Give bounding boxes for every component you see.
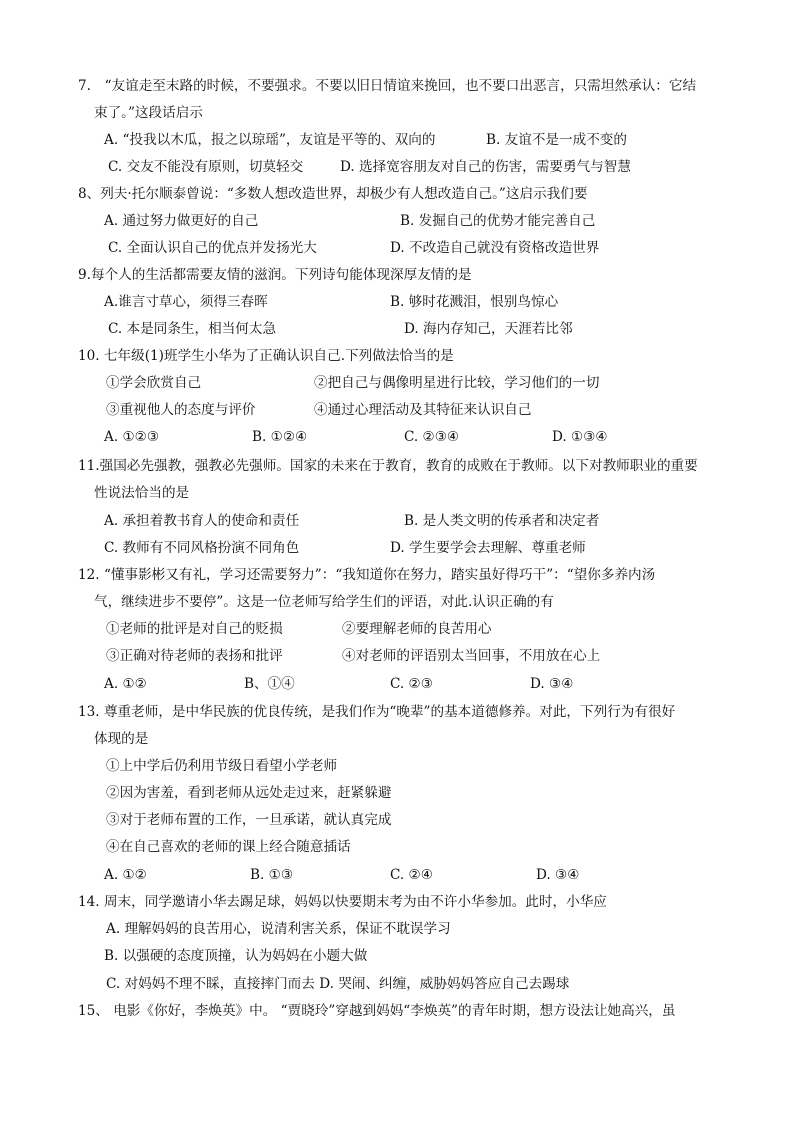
question-11-option-c: C. 教师有不同风格扮演不同角色 bbox=[104, 540, 300, 556]
question-10-item-1: ①学会欣赏自己 bbox=[106, 375, 202, 391]
question-12-item-4: ④对老师的评语别太当回事，不用放在心上 bbox=[342, 648, 601, 664]
question-7-line-2: 束了。”这段话启示 bbox=[94, 105, 203, 121]
question-7-option-d: D. 选择宽容朋友对自己的伤害，需要勇气与智慧 bbox=[340, 159, 631, 175]
question-12-choice-d: D. ③④ bbox=[530, 676, 574, 692]
question-14-stem: 14. 周末，同学邀请小华去踢足球，妈妈以快要期末考为由不许小华参加。此时，小华应 bbox=[78, 894, 607, 910]
question-10-choice-a: A. ①②③ bbox=[104, 429, 160, 445]
question-9-option-d: D. 海内存知己，天涯若比邻 bbox=[404, 321, 573, 337]
question-13-choice-c: C. ②④ bbox=[390, 867, 433, 883]
question-10-item-3: ③重视他人的态度与评价 bbox=[106, 402, 256, 418]
question-8-option-b: B. 发掘自己的优势才能完善自己 bbox=[400, 213, 596, 229]
question-13-line-2: 体现的是 bbox=[94, 731, 149, 747]
question-10-choice-c: C. ②③④ bbox=[404, 429, 460, 445]
question-10-choice-b: B. ①②④ bbox=[252, 429, 308, 445]
question-14-option-b: B. 以强硬的态度顶撞，认为妈妈在小题大做 bbox=[104, 948, 368, 964]
question-9-option-b: B. 够时花溅泪，恨别鸟惊心 bbox=[390, 294, 559, 310]
question-15-stem: 15、 电影《你好，李焕英》中。 “贾晓玲”穿越到妈妈“李焕英”的青年时期，想方设法让她高兴，虽 bbox=[78, 1003, 676, 1019]
question-7-option-c: C. 交友不能没有原则，切莫轻交 bbox=[108, 159, 304, 175]
question-10-choice-d: D. ①③④ bbox=[552, 429, 608, 445]
question-13-choice-b: B. ①③ bbox=[250, 867, 294, 883]
question-12-line-1: 12. “懂事影彬又有礼，学习还需要努力”：“我知道你在努力，踏实虽好得巧干”：“望你多养内汤 bbox=[78, 567, 656, 583]
question-13-item-2: ②因为害羞，看到老师从远处走过来，赶紧躲避 bbox=[106, 785, 392, 801]
question-11-option-b: B. 是人类文明的传承者和决定者 bbox=[404, 513, 600, 529]
question-11-option-a: A. 承担着教书育人的使命和责任 bbox=[104, 513, 300, 529]
question-9-stem: 9.每个人的生活都需要友情的滋润。下列诗句能体现深厚友情的是 bbox=[78, 267, 472, 283]
question-8-option-d: D. 不改造自己就没有资格改造世界 bbox=[390, 240, 600, 256]
question-8-stem: 8、列夫·托尔顺泰曾说：“多数人想改造世界，却极少有人想改造自己。”这启示我们要 bbox=[78, 186, 588, 202]
question-12-choice-a: A. ①② bbox=[104, 676, 147, 692]
question-12-item-2: ②要理解老师的良苦用心 bbox=[342, 621, 492, 637]
question-9-option-a: A.谁言寸草心，须得三春晖 bbox=[104, 294, 268, 310]
question-12-item-1: ①老师的批评是对自己的贬损 bbox=[106, 621, 283, 637]
question-12-line-2: 气，继续进步不要停”。这是一位老师写给学生们的评语，对此.认识正确的有 bbox=[94, 594, 554, 610]
question-13-choice-a: A. ①② bbox=[104, 867, 147, 883]
question-9-option-c: C. 本是同条生，相当何太急 bbox=[108, 321, 277, 337]
question-11-option-d: D. 学生要学会去理解、尊重老师 bbox=[390, 540, 586, 556]
question-8-option-a: A. 通过努力做更好的自己 bbox=[104, 213, 259, 229]
question-12-choice-c: C. ②③ bbox=[390, 676, 433, 692]
question-13-item-3: ③对于老师布置的工作，一旦承诺，就认真完成 bbox=[106, 812, 392, 828]
question-11-line-2: 性说法恰当的是 bbox=[94, 485, 190, 501]
question-13-choice-d: D. ③④ bbox=[536, 867, 580, 883]
question-8-option-c: C. 全面认识自己的优点并发扬光大 bbox=[108, 240, 317, 256]
question-14-option-c-d: C. 对妈妈不理不睬，直接摔门而去 D. 哭闹、纠缠，威胁妈妈答应自己去踢球 bbox=[106, 976, 570, 992]
question-13-item-1: ①上中学后仍利用节级日看望小学老师 bbox=[106, 758, 338, 774]
question-11-line-1: 11.强国必先强教，强教必先强师。国家的未来在于教育，教育的成败在于教师。以下对教师职业的重要 bbox=[78, 458, 698, 474]
question-13-line-1: 13. 尊重老师，是中华民族的优良传统，是我们作为“晚辈”的基本道德修养。对此，下列行为有很好 bbox=[78, 704, 676, 720]
question-10-item-2: ②把自己与偶像明星进行比较，学习他们的一切 bbox=[314, 375, 600, 391]
question-14-option-a: A. 理解妈妈的良苦用心，说清利害关系，保证不耽误学习 bbox=[106, 921, 451, 937]
question-7-option-a: A. “投我以木瓜，报之以琼瑶”，友谊是平等的、双向的 bbox=[104, 132, 436, 148]
question-10-item-4: ④通过心理活动及其特征来认识自己 bbox=[314, 402, 532, 418]
question-10-stem: 10. 七年级(1)班学生小华为了正确认识自己.下列做法恰当的是 bbox=[78, 348, 454, 364]
question-13-item-4: ④在自己喜欢的老师的课上经合随意插话 bbox=[106, 839, 351, 855]
question-12-item-3: ③正确对待老师的表扬和批评 bbox=[106, 648, 283, 664]
question-12-choice-b: B、①④ bbox=[244, 676, 295, 692]
question-7-line-1: 7. “友谊走至末路的时候，不要强求。不要以旧日情谊来挽回，也不要口出恶言，只需坦然承认：它结 bbox=[78, 78, 697, 94]
question-7-option-b: B. 友谊不是一成不变的 bbox=[486, 132, 627, 148]
